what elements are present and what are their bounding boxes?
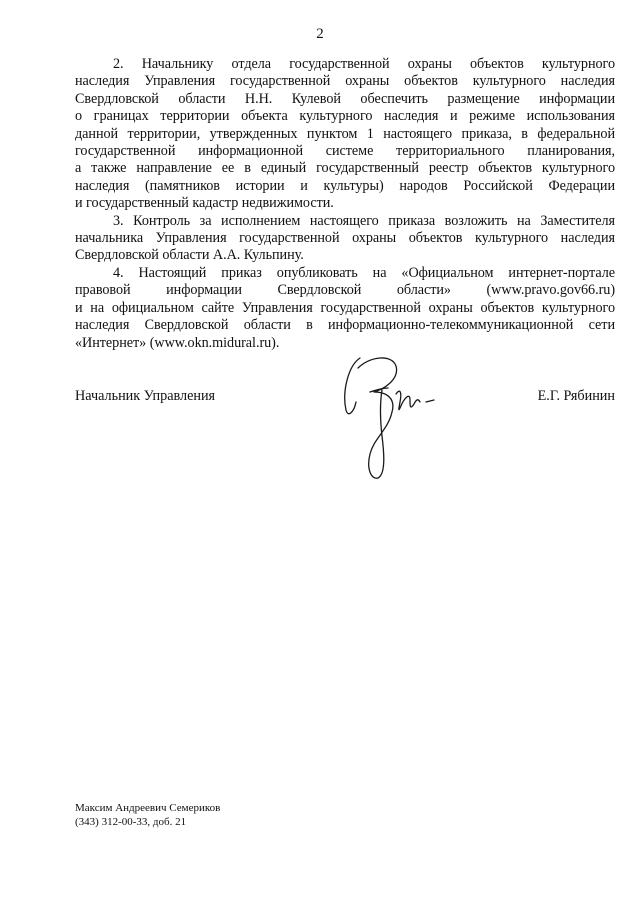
paragraph-line: о границах территории объекта культурного наследия и режиме использования (75, 108, 615, 125)
paragraph-line: 3. Контроль за исполнением настоящего приказа возложить на Заместителя (113, 212, 615, 229)
paragraph-line: а также направление ее в единый государственный реестр объектов культурного (75, 160, 615, 177)
page-number: 2 (316, 26, 324, 42)
paragraph-line: 2. Начальнику отдела государственной охраны объектов культурного (113, 56, 615, 72)
paragraph-line: наследия Управления государственной охраны объектов культурного наследия (75, 73, 615, 90)
executor-phone: (343) 312-00-33, доб. 21 (75, 816, 187, 828)
paragraph-line: «Интернет» (www.okn.midural.ru). (75, 334, 280, 351)
paragraph-2 (75, 56, 615, 213)
handwritten-signature-icon (330, 352, 450, 487)
paragraph-line: наследия Свердловской области в информационно-телекоммуникационной сети (75, 317, 615, 334)
paragraph-line: наследия (памятников истории и культуры) народов Российской Федерации (75, 177, 615, 194)
footer-executor-info (75, 801, 220, 829)
paragraph-3 (75, 213, 615, 265)
paragraph-line: 4. Настоящий приказ опубликовать на «Официальном интернет-портале (113, 264, 615, 281)
signatory-title: Начальник Управления (75, 388, 216, 404)
paragraph-line: государственной информационной системе территориального планирования, (75, 143, 615, 160)
paragraph-line: и государственный кадастр недвижимости. (75, 195, 334, 212)
signatory-name: Е.Г. Рябинин (537, 388, 615, 404)
executor-name: Максим Андреевич Семериков (75, 802, 221, 814)
paragraph-line: данной территории, утвержденных пунктом 1 настоящего приказа, в федеральной (75, 125, 615, 142)
paragraph-line: начальника Управления государственной охраны объектов культурного наследия (75, 230, 615, 247)
paragraph-line: Свердловской области А.А. Кульпину. (75, 247, 304, 264)
paragraph-line: правовой информации Свердловской области» (www.pravo.gov66.ru) (75, 282, 615, 299)
paragraph-line: и на официальном сайте Управления государственной охраны объектов культурного (75, 299, 615, 316)
paragraph-4 (75, 265, 615, 352)
paragraph-line: Свердловской области Н.Н. Кулевой обеспечить размещение информации (75, 90, 615, 107)
document-body (75, 56, 615, 352)
